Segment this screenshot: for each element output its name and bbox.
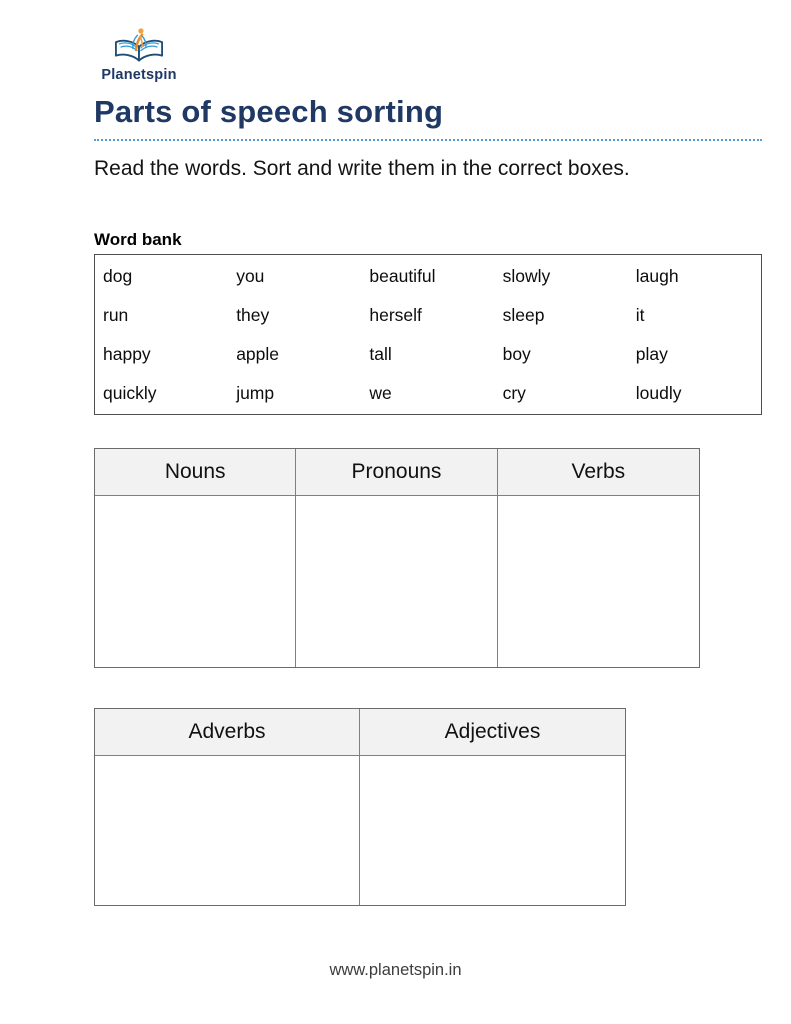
word-bank-word: sleep xyxy=(502,305,545,325)
word-bank-word: cry xyxy=(502,383,526,403)
word-bank-word: loudly xyxy=(635,383,682,403)
word-bank-word: you xyxy=(236,266,265,286)
column-header-adverbs: Adverbs xyxy=(95,709,360,755)
word-bank-word: laugh xyxy=(635,266,679,286)
brand-logo xyxy=(100,26,178,83)
column-header-pronouns: Pronouns xyxy=(296,449,497,495)
sorting-table-nouns-pronouns-verbs xyxy=(94,448,700,668)
table-header-row xyxy=(95,449,699,496)
word-bank-word: apple xyxy=(236,344,280,364)
column-header-nouns: Nouns xyxy=(95,449,296,495)
page-title: Parts of speech sorting xyxy=(94,94,444,129)
title-block xyxy=(94,94,762,141)
word-bank-word: jump xyxy=(236,383,275,403)
answer-cell-verbs xyxy=(498,496,699,667)
answer-cell-adjectives xyxy=(360,756,625,905)
word-bank-word: boy xyxy=(502,344,531,364)
word-bank-word: quickly xyxy=(103,383,157,403)
open-book-icon xyxy=(111,26,167,66)
word-bank-word: tall xyxy=(369,344,392,364)
column-header-verbs: Verbs xyxy=(571,460,626,483)
sorting-table-adverbs-adjectives xyxy=(94,708,626,906)
answer-cell-pronouns xyxy=(296,496,497,667)
word-bank-word: they xyxy=(236,305,270,325)
word-bank-word: run xyxy=(103,305,129,325)
word-bank-word: play xyxy=(635,344,668,364)
instructions-text: Read the words. Sort and write them in the correct boxes. xyxy=(94,157,630,180)
footer-url: www.planetspin.in xyxy=(329,961,462,979)
word-bank-word: happy xyxy=(103,344,151,364)
answer-cell-nouns xyxy=(95,496,296,667)
table-header-row xyxy=(95,709,625,756)
answer-cell-adverbs xyxy=(95,756,360,905)
word-bank-word: it xyxy=(635,305,645,325)
table-body-row xyxy=(95,756,625,905)
column-header-adjectives: Adjectives xyxy=(444,720,541,743)
word-bank-word: herself xyxy=(369,305,422,325)
word-bank-word: we xyxy=(369,383,392,403)
word-bank-word: beautiful xyxy=(369,266,436,286)
brand-name: Planetspin xyxy=(101,67,177,83)
word-bank-word: dog xyxy=(103,266,133,286)
word-bank-label: Word bank xyxy=(94,230,182,249)
word-bank-word: slowly xyxy=(502,266,551,286)
table-body-row xyxy=(95,496,699,667)
word-bank-box xyxy=(94,254,762,415)
